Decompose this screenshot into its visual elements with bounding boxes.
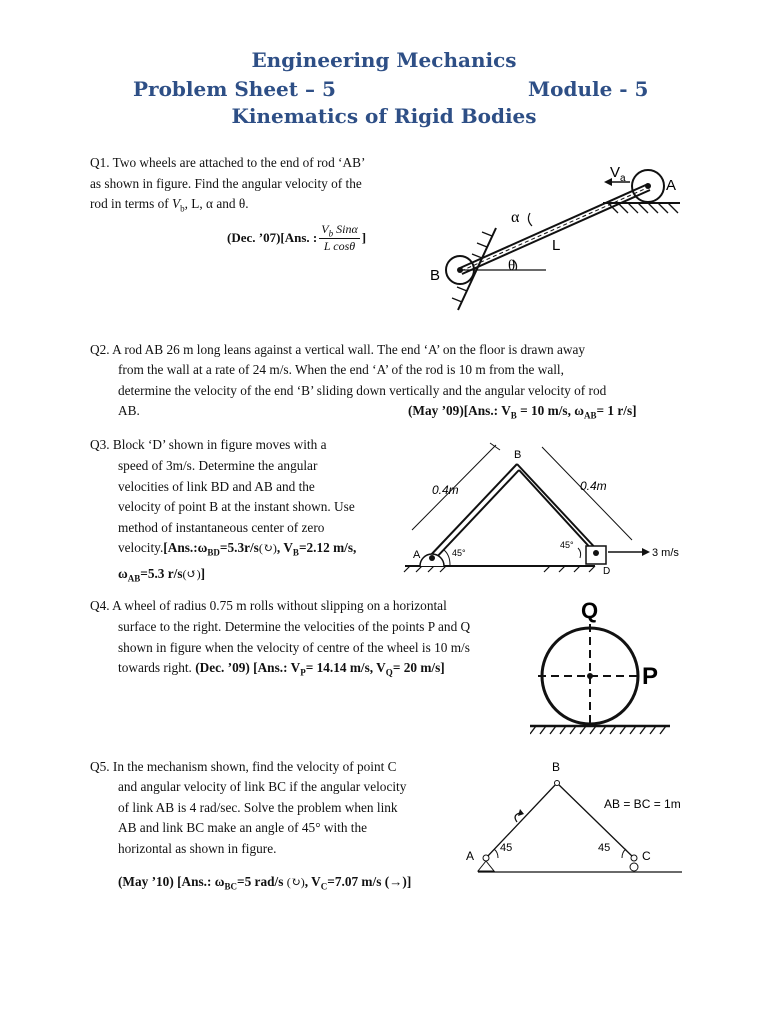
module-label: Module - 5 bbox=[528, 77, 649, 101]
q5-answer-sub: BC bbox=[224, 881, 237, 892]
question-4-body bbox=[118, 617, 522, 683]
q2-text: AB. bbox=[118, 403, 140, 419]
q2-answer bbox=[408, 401, 637, 426]
q2-answer-c: = 1 r/s] bbox=[596, 403, 637, 419]
q5-fig-c-label: C bbox=[642, 849, 651, 863]
q3-line: velocity of point B at the instant shown. Use bbox=[118, 499, 355, 515]
q3-answer-sub: AB bbox=[127, 573, 141, 584]
question-2-body bbox=[118, 360, 677, 422]
q5-answer-c: , V bbox=[304, 874, 321, 889]
q4-line: surface to the right. Determine the velocities of the points P and Q bbox=[118, 619, 471, 634]
q5-answer-sub: C bbox=[320, 881, 328, 892]
q4-answer-c: = 20 m/s] bbox=[392, 660, 445, 676]
q4-answer-a: (Dec. ’09) [Ans.: V bbox=[195, 660, 301, 676]
q1-fig-a-label: A bbox=[666, 177, 677, 194]
q1-answer-suffix: ] bbox=[361, 230, 367, 246]
q5-fig-a-label: A bbox=[466, 849, 475, 863]
q4-figure bbox=[530, 590, 680, 740]
q3-fig-b-label: B bbox=[514, 449, 522, 461]
q3-fig-angle-right: 45° bbox=[560, 540, 574, 550]
q2-answer-b: = 10 m/s, ω bbox=[516, 403, 584, 419]
q3-fig-len-left: 0.4m bbox=[432, 483, 459, 497]
q1-fig-b-label: B bbox=[430, 267, 441, 284]
question-5 bbox=[90, 757, 454, 778]
q3-line: method of instantaneous center of zero bbox=[118, 519, 325, 535]
q1-figure bbox=[418, 160, 683, 320]
q5-answer-a: (May ’10) [Ans.: ω bbox=[118, 874, 225, 889]
q4-text: towards right. bbox=[118, 660, 196, 676]
q3-line: velocities of link BD and AB and the bbox=[118, 478, 315, 494]
q4-answer-b: = 14.14 m/s, V bbox=[305, 660, 386, 676]
problem-sheet-label: Problem Sheet – 5 bbox=[133, 77, 336, 101]
q3-answer-c: ] bbox=[200, 565, 206, 581]
q5-line: horizontal as shown in figure. bbox=[118, 840, 277, 856]
q3-fig-angle-left: 45° bbox=[452, 548, 466, 558]
counterclockwise-icon: (↺) bbox=[182, 566, 201, 581]
q2-line: from the wall at a rate of 24 m/s. When the end ‘A’ of the rod is 10 m from the wall, bbox=[118, 362, 564, 377]
q1-line bbox=[90, 194, 410, 219]
q1-fraction-den: L cosθ bbox=[323, 239, 356, 254]
q5-figure bbox=[462, 757, 692, 882]
q1-answer-prefix: (Dec. ’07)[Ans. : bbox=[227, 230, 318, 246]
q3-answer-b: =5.3 r/s bbox=[140, 565, 183, 581]
q2-answer-sub: AB bbox=[583, 410, 597, 421]
q1-var-sub: b bbox=[180, 203, 185, 214]
q3-text: velocity. bbox=[118, 540, 164, 556]
q3-line: Q3. Block ‘D’ shown in figure moves with a bbox=[90, 437, 327, 452]
q4-fig-q-label: Q bbox=[581, 598, 599, 623]
q5-fig-angle-left: 45 bbox=[500, 842, 513, 854]
q3-answer-sub: B bbox=[292, 548, 299, 559]
q1-line: Q1. Two wheels are attached to the end of rod ‘AB’ bbox=[90, 155, 366, 170]
q1-text: , L, α and θ. bbox=[184, 196, 249, 212]
q1-var: V bbox=[171, 196, 181, 212]
q2-line bbox=[118, 401, 677, 422]
q4-fig-p-label: P bbox=[642, 663, 659, 690]
q5-line: of link AB is 4 rad/sec. Solve the problem when link bbox=[118, 799, 398, 815]
q1-fig-va-label: $V_a$ bbox=[610, 164, 626, 184]
q3-line bbox=[118, 538, 391, 563]
q3-answer-a: [Ans.:ω bbox=[163, 540, 208, 556]
document-subtitle: Kinematics of Rigid Bodies bbox=[231, 104, 537, 128]
q2-line: Q2. A rod AB 26 m long leans against a vertical wall. The end ‘A’ on the floor is drawn away bbox=[90, 342, 586, 357]
q4-line: Q4. A wheel of radius 0.75 m rolls without slipping on a horizontal bbox=[90, 598, 447, 613]
q4-answer-sub: Q bbox=[385, 667, 393, 678]
question-3-body bbox=[118, 456, 391, 589]
q3-fig-d-label: D bbox=[603, 566, 611, 577]
question-1 bbox=[90, 153, 410, 219]
q4-line bbox=[118, 658, 522, 683]
q3-line: speed of 3m/s. Determine the angular bbox=[118, 458, 318, 473]
question-3 bbox=[90, 435, 391, 456]
q3-line bbox=[118, 564, 391, 589]
q1-fig-theta-label: θ bbox=[508, 258, 516, 274]
q5-line: and angular velocity of link BC if the angular velocity bbox=[118, 779, 407, 794]
q1-fraction-num: V bbox=[321, 222, 329, 236]
q4-answer-sub: P bbox=[300, 667, 306, 678]
q5-line: AB and link BC make an angle of 45° with the bbox=[118, 820, 368, 836]
q3-answer-a: ω bbox=[118, 565, 128, 581]
q2-line: determine the velocity of the end ‘B’ sliding down vertically and the angular velocity of rod bbox=[118, 382, 607, 398]
q2-answer-sub: B bbox=[510, 410, 517, 421]
q5-answer bbox=[118, 874, 411, 892]
q1-fraction-sub: b bbox=[328, 228, 334, 239]
q1-answer-fraction bbox=[319, 222, 359, 254]
q1-fraction-num-b: Sinα bbox=[333, 222, 358, 236]
q3-answer-c: , V bbox=[276, 540, 293, 556]
q5-answer-d: =7.07 m/s (→)] bbox=[327, 874, 412, 889]
q1-fig-alpha-label: α bbox=[511, 209, 520, 226]
q1-line: as shown in figure. Find the angular velocity of the bbox=[90, 175, 362, 191]
clockwise-icon: (↻) bbox=[286, 875, 305, 889]
q1-answer bbox=[227, 222, 366, 254]
q5-fig-eq-label: AB = BC = 1m bbox=[604, 797, 681, 811]
q1-text: rod in terms of bbox=[90, 196, 172, 212]
q3-fig-a-label: A bbox=[413, 549, 421, 561]
q4-line: shown in figure when the velocity of centre of the wheel is 10 m/s bbox=[118, 639, 470, 655]
q3-fig-speed-label: 3 m/s bbox=[652, 547, 679, 559]
q3-answer bbox=[163, 540, 357, 559]
q3-fig-len-right: 0.4m bbox=[580, 479, 607, 493]
question-4 bbox=[90, 596, 522, 617]
q5-answer-b: =5 rad/s bbox=[237, 874, 287, 889]
q5-line: Q5. In the mechanism shown, find the velocity of point C bbox=[90, 759, 397, 774]
q3-figure bbox=[400, 440, 685, 580]
q5-fig-angle-right: 45 bbox=[598, 842, 611, 854]
q1-fig-l-label: L bbox=[552, 237, 561, 254]
q2-answer-a: (May ’09)[Ans.: V bbox=[408, 403, 511, 419]
q3-answer-b: =5.3r/s bbox=[219, 540, 259, 556]
q3-answer-sub: BD bbox=[207, 548, 220, 559]
q3-answer-d: =2.12 m/s, bbox=[298, 540, 357, 556]
q4-answer bbox=[195, 660, 445, 678]
document-title: Engineering Mechanics bbox=[251, 48, 517, 72]
clockwise-icon: (↻) bbox=[258, 541, 277, 556]
question-5-body bbox=[118, 777, 454, 859]
q5-fig-b-label: B bbox=[552, 760, 561, 774]
question-2 bbox=[90, 340, 677, 361]
